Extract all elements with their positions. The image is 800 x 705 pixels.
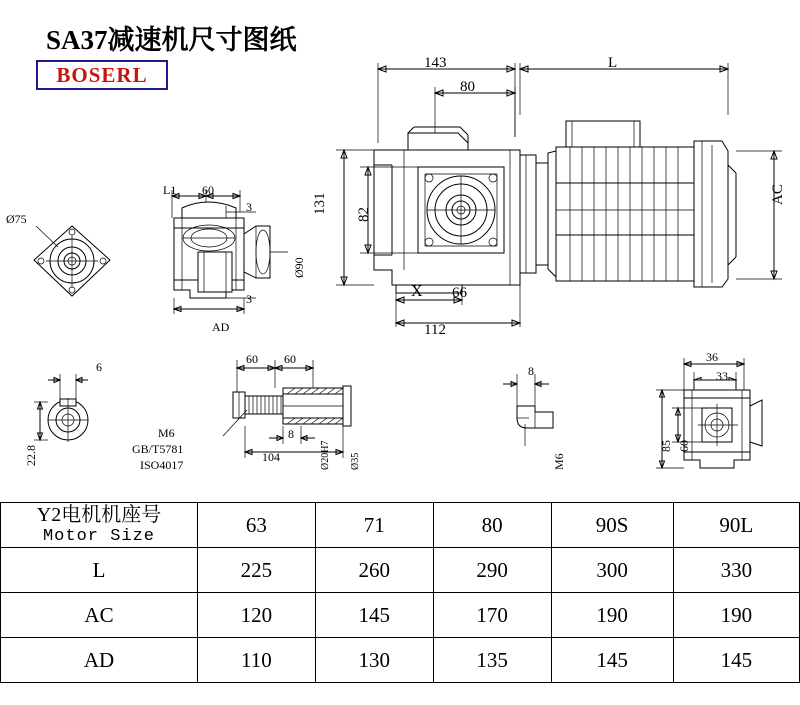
table-header-value: 90L <box>673 503 799 548</box>
page-title: SA37减速机尺寸图纸 <box>46 25 297 55</box>
dim-131: 131 <box>312 192 328 215</box>
table-cell: 120 <box>198 593 316 638</box>
row-label: AC <box>1 593 198 638</box>
table-cell: 260 <box>315 548 433 593</box>
label-M6-bolt: M6 <box>158 426 175 440</box>
table-header-row <box>1 503 800 548</box>
table-header-cn: Y2电机机座号 <box>36 503 162 526</box>
dim-L1: L1 <box>163 183 177 197</box>
dim-6: 6 <box>96 360 102 374</box>
table-row <box>1 548 800 593</box>
table-cell: 330 <box>673 548 799 593</box>
dim-dia-90: Ø90 <box>292 257 306 278</box>
label-ISO-standard: ISO4017 <box>140 458 184 472</box>
brand-logo <box>36 60 168 90</box>
table-cell: 225 <box>198 548 316 593</box>
label-M6-key: M6 <box>552 453 566 470</box>
dim-L: L <box>608 55 618 71</box>
dim-60-flange: 60 <box>677 440 691 452</box>
table-cell: 110 <box>198 638 316 683</box>
row-label: L <box>1 548 198 593</box>
table-header-value: 63 <box>198 503 316 548</box>
table-header-value: 90S <box>551 503 673 548</box>
table-cell: 290 <box>433 548 551 593</box>
table-cell: 300 <box>551 548 673 593</box>
dim-33: 33 <box>716 369 728 383</box>
table-cell: 145 <box>551 638 673 683</box>
table-cell: 190 <box>551 593 673 638</box>
dim-60-a: 60 <box>246 352 258 366</box>
dim-66: 66 <box>452 285 467 301</box>
table-row <box>1 593 800 638</box>
dim-AC: AC <box>770 184 786 205</box>
dim-AD-left: AD <box>212 320 230 334</box>
label-GB-standard: GB/T5781 <box>132 442 184 456</box>
gearbox-side-view <box>160 182 320 322</box>
table-cell: 190 <box>673 593 799 638</box>
table-cell: 130 <box>315 638 433 683</box>
table-cell: 170 <box>433 593 551 638</box>
dim-60-b: 60 <box>284 352 296 366</box>
dim-X: X <box>411 283 423 300</box>
main-assembly-view <box>330 55 800 345</box>
dim-80: 80 <box>460 79 475 95</box>
dim-dia-35: Ø35 <box>350 452 361 470</box>
dim-143: 143 <box>424 55 447 71</box>
dim-104: 104 <box>262 450 280 464</box>
table-cell: 145 <box>673 638 799 683</box>
table-cell: 145 <box>315 593 433 638</box>
keyway-section-view <box>40 358 140 468</box>
row-label: AD <box>1 638 198 683</box>
table-header-value: 80 <box>433 503 551 548</box>
key-detail-view <box>495 366 585 476</box>
dim-36: 36 <box>706 350 718 364</box>
dim-82: 82 <box>356 207 372 222</box>
dim-22-8: 22.8 <box>24 445 38 466</box>
dim-60-left: 60 <box>202 183 214 197</box>
table-row <box>1 638 800 683</box>
table-header-value: 71 <box>315 503 433 548</box>
dim-dia-75: Ø75 <box>6 212 27 226</box>
table-header-en: Motor Size <box>42 526 156 546</box>
dim-112: 112 <box>424 322 446 338</box>
table-header-label <box>1 503 198 548</box>
dim-20-H7: Ø20H7 <box>320 440 331 470</box>
table-cell: 135 <box>433 638 551 683</box>
dim-85: 85 <box>659 440 673 452</box>
dim-8-shaft: 8 <box>288 427 294 441</box>
dim-3-bottom: 3 <box>246 292 252 306</box>
motor-size-table <box>0 502 800 683</box>
brand-logo-text: BOSERL <box>56 62 148 87</box>
input-flange-view <box>20 212 140 312</box>
dim-3-top: 3 <box>246 200 252 214</box>
dim-8-key: 8 <box>528 364 534 378</box>
